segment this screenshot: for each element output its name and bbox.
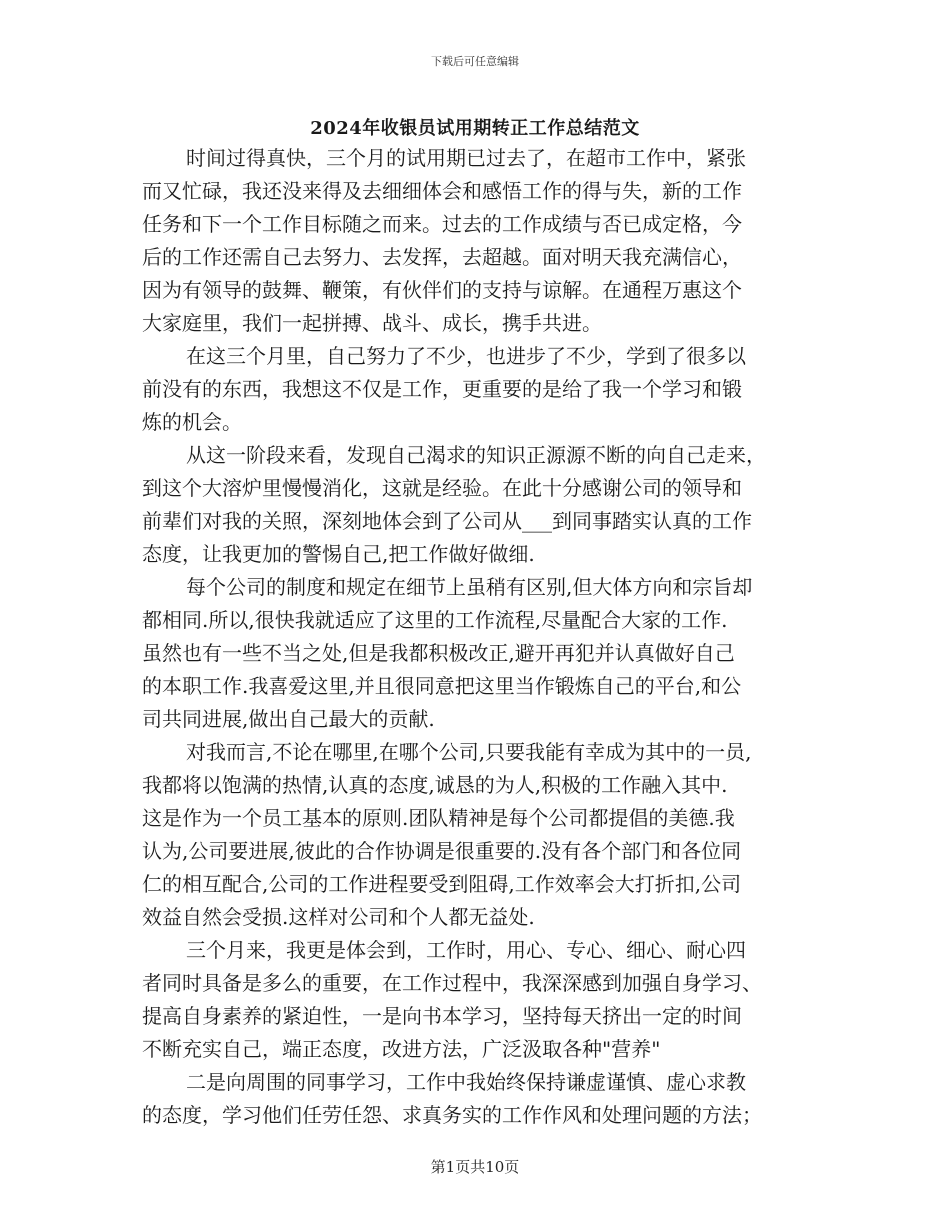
paragraph	[142, 571, 806, 736]
text-line: 在这三个月里，自己努力了不少，也进步了不少，学到了很多以	[186, 344, 746, 368]
text-line: 三个月来，我更是体会到，工作时，用心、专心、细心、耐心四	[186, 938, 746, 962]
text-line: 后的工作还需自己去努力、去发挥，去超越。面对明天我充满信心，	[142, 245, 742, 269]
text-line: 都相同.所以,很快我就适应了这里的工作流程,尽量配合大家的工作.	[142, 608, 728, 632]
text-line: 仁的相互配合,公司的工作进程要受到阻碍,工作效率会大打折扣,公司	[142, 872, 742, 896]
text-line: 司共同进展,做出自己最大的贡献.	[142, 707, 435, 731]
paragraph	[142, 1066, 806, 1132]
text-line: 因为有领导的鼓舞、鞭策，有伙伴们的支持与谅解。在通程万惠这个	[142, 278, 742, 302]
text-line: 者同时具备是多么的重要，在工作过程中，我深深感到加强自身学习、	[142, 971, 762, 995]
text-line: 每个公司的制度和规定在细节上虽稍有区别,但大体方向和宗旨却	[186, 575, 753, 599]
paragraph	[142, 439, 806, 571]
text-line: 大家庭里，我们一起拼搏、战斗、成长，携手共进。	[142, 311, 602, 335]
text-line: 认为,公司要进展,彼此的合作协调是很重要的.没有各个部门和各位同	[142, 839, 742, 863]
paragraph	[142, 142, 806, 340]
paragraph	[142, 934, 806, 1066]
text-line: 虽然也有一些不当之处,但是我都积极改正,避开再犯并认真做好自己	[142, 641, 735, 665]
document-body	[142, 142, 806, 1132]
text-line: 不断充实自己，端正态度，改进方法，广泛汲取各种"营养"	[142, 1037, 661, 1061]
text-line: 这是作为一个员工基本的原则.团队精神是每个公司都提倡的美德.我	[142, 806, 735, 830]
text-line: 的本职工作.我喜爱这里,并且很同意把这里当作锻炼自己的平台,和公	[142, 674, 742, 698]
text-line: 前辈们对我的关照，深刻地体会到了公司从___到同事踏实认真的工作	[142, 509, 752, 533]
text-line: 二是向周围的同事学习，工作中我始终保持谦虚谨慎、虚心求教	[186, 1070, 746, 1094]
paragraph	[142, 736, 806, 934]
text-line: 炼的机会。	[142, 410, 242, 434]
text-line: 任务和下一个工作目标随之而来。过去的工作成绩与否已成定格，今	[142, 212, 742, 236]
text-line: 提高自身素养的紧迫性，一是向书本学习，坚持每天挤出一定的时间	[142, 1004, 742, 1028]
document-title: 2024年收银员试用期转正工作总结范文	[310, 118, 640, 139]
text-line: 从这一阶段来看，发现自己渴求的知识正源源不断的向自己走来，	[186, 443, 766, 467]
text-line: 我都将以饱满的热情,认真的态度,诚恳的为人,积极的工作融入其中.	[142, 773, 728, 797]
paragraph	[142, 340, 806, 439]
text-line: 对我而言,不论在哪里,在哪个公司,只要我能有幸成为其中的一员,	[186, 740, 752, 764]
text-line: 到这个大溶炉里慢慢消化，这就是经验。在此十分感谢公司的领导和	[142, 476, 742, 500]
page-footer: 第1页共10页	[430, 1158, 520, 1176]
text-line: 而又忙碌，我还没来得及去细细体会和感悟工作的得与失，新的工作	[142, 179, 742, 203]
text-line: 前没有的东西，我想这不仅是工作，更重要的是给了我一个学习和锻	[142, 377, 742, 401]
text-line: 态度，让我更加的警惕自己,把工作做好做细.	[142, 542, 535, 566]
text-line: 效益自然会受损.这样对公司和个人都无益处.	[142, 905, 535, 929]
header-note: 下载后可任意编辑	[431, 55, 519, 68]
text-line: 时间过得真快，三个月的试用期已过去了，在超市工作中，紧张	[186, 146, 746, 170]
text-line: 的态度，学习他们任劳任怨、求真务实的工作作风和处理问题的方法；	[142, 1103, 762, 1127]
